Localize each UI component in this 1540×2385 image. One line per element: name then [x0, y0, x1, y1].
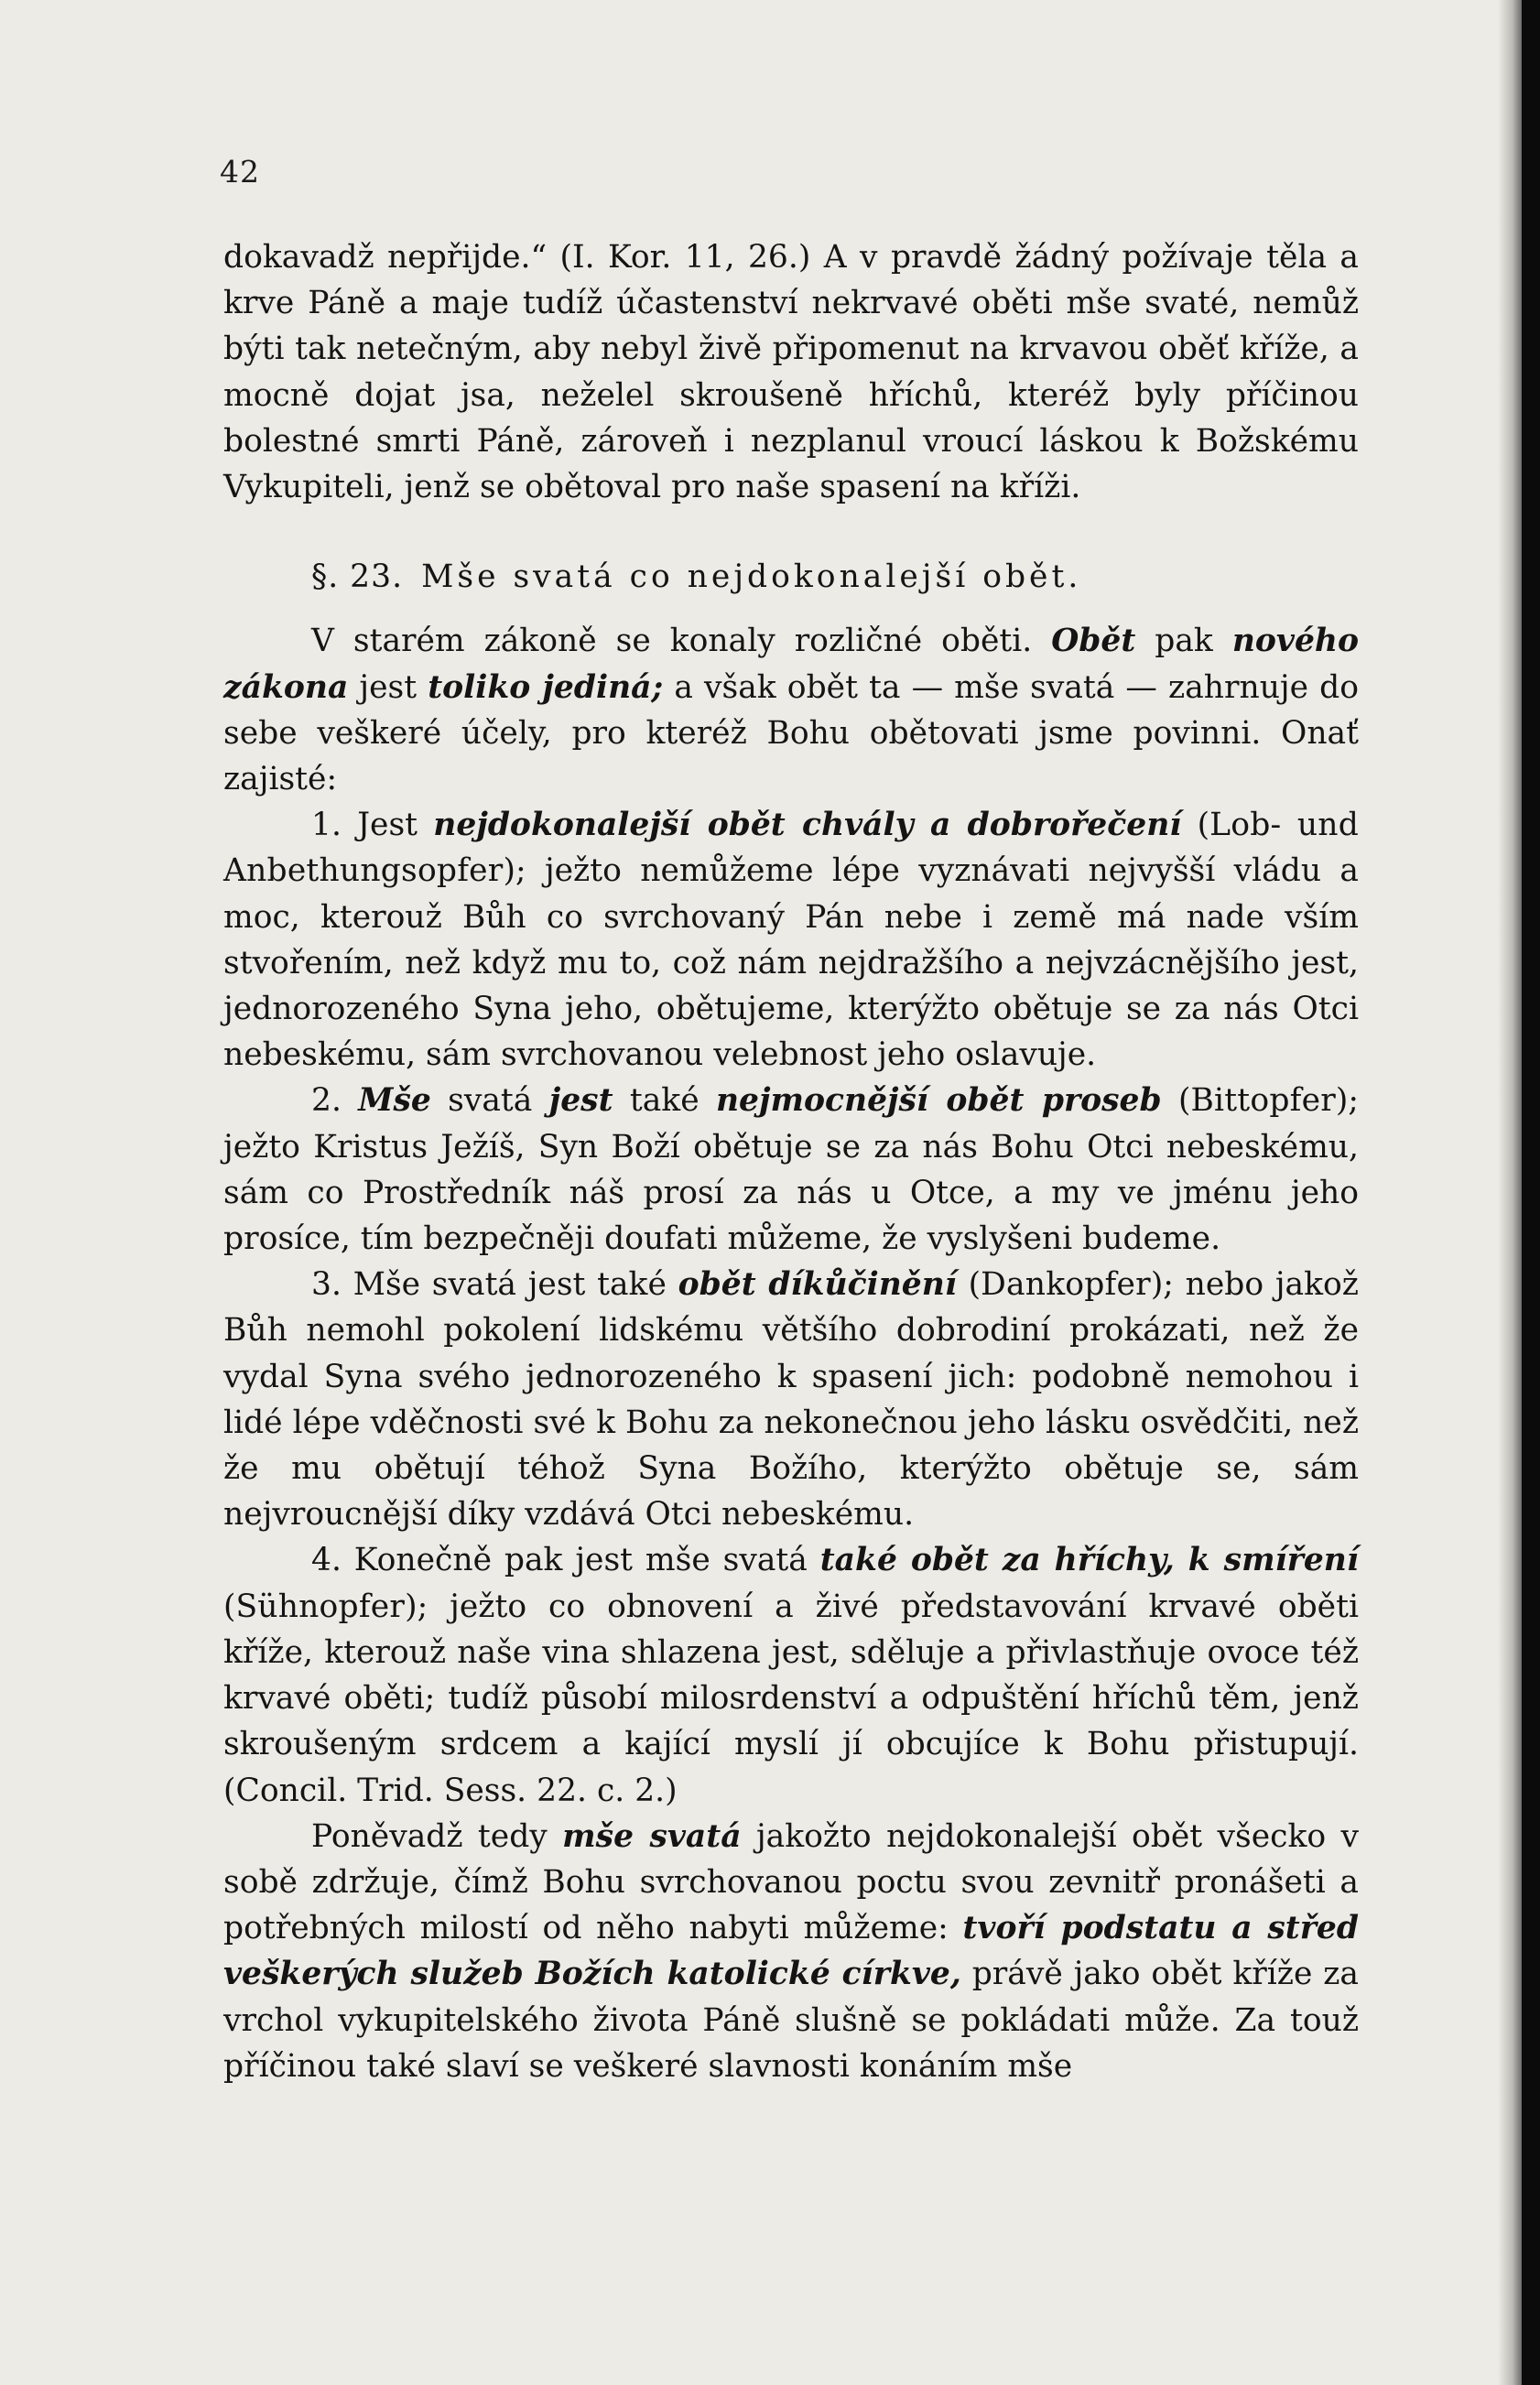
intro-emph-3: toliko jediná;	[428, 668, 664, 706]
page-edge-shadow	[1498, 0, 1522, 2385]
closing-text-3: právě jako obět kříže za vrchol vykupitelského života Páně slušně se pokládati může. Za touž příčinou také slaví se veškeré slavnosti konáním mše	[223, 1956, 1359, 2085]
item4-text-2: (	[223, 1588, 236, 1625]
closing-text-1: Poněvadž tedy	[311, 1817, 563, 1855]
item2-emph-3: nejmocnější obět proseb	[715, 1082, 1162, 1120]
item2-german-term: Bittopfer	[1190, 1082, 1336, 1120]
item1-text-1: 1. Jest	[311, 807, 434, 844]
page-number: 42	[220, 154, 260, 190]
intro-emph-1: Obět	[1051, 623, 1136, 660]
intro-text-2: pak	[1135, 623, 1232, 660]
item3-text-3: ); nebo jakož Bůh nemohl pokolení lidskému většího dobrodiní prokázati, než že vydal Syna svého jednorozeného k spasení jich: podobně nemohou i lidé lépe vděčnosti své k Bohu za nekonečnou jeho lásku osvědčiti, než že mu obětují téhož Syna Božího, kterýžto obětuje se, sám nejvroucnější díky vzdává Otci nebeskému.	[223, 1266, 1359, 1534]
section-heading	[223, 554, 1359, 600]
item2-text-5: ); ježto Kristus Ježíš, Syn Boží obětuje se za nás Bohu Otci nebeskému, sám co Prostředník náš prosí za nás u Otce, a my ve jménu jeho prosíce, tím bezpečněji doufati můžeme, že vyslyšeni budeme.	[223, 1082, 1359, 1258]
section-number: §. 23.	[311, 558, 404, 596]
item2-text-1: 2.	[311, 1082, 359, 1120]
item2-text-4: (	[1161, 1082, 1191, 1120]
item4-german-term: Sühnopfer	[235, 1588, 406, 1625]
list-item-3	[223, 1262, 1359, 1537]
item4-text-3: ); ježto co obnovení a živé představování krvavé oběti kříže, kterouž naše vina shlazena jest, sděluje a přivlastňuje ovoce též krvavé oběti; tudíž působí milosrdenství a odpuštění hříchů těm, jenž skroušeným srdcem a kající myslí jí obcujíce k Bohu přistupují. (Concil. Trid. Sess. 22. c. 2.)	[223, 1588, 1359, 1809]
list-item-4	[223, 1537, 1359, 1813]
closing-emph-2: tvoří podstatu a střed veškerých služeb Božích katolické církve,	[223, 1910, 1359, 1993]
item1-text-3: ); ježto nemůžeme lépe vyznávati nejvyšší vládu a moc, kterouž Bůh co svrchovaný Pán nebe i země má nade vším stvořením, než když mu to, což nám nejdražšího a nejvzácnějšího jest, jednorozeného Syna jeho, obětujeme, kterýžto obětuje se za nás Otci nebeskému, sám svrchovanou velebnost jeho oslavuje.	[223, 852, 1359, 1074]
item1-text-2: (	[1181, 807, 1210, 844]
item4-emph: také obět za hříchy, k smíření	[819, 1542, 1359, 1579]
item3-german-term: Dankopfer	[981, 1266, 1151, 1304]
intro-text-4: a však obět ta — mše svatá — zahrnuje do sebe veškeré účely, pro kteréž Bohu obětovati jsme povinni. Onať zajisté:	[223, 668, 1359, 798]
intro-text-3: jest	[348, 668, 428, 706]
paragraph-continuation: dokavadž nepřijde.“ (I. Kor. 11, 26.) A v pravdě žádný požívaje těla a krve Páně a maje tudíž účastenství nekrvavé oběti mše svaté, nemůž býti tak netečným, aby nebyl živě připomenut na krvavou oběť kříže, a mocně dojat jsa, neželel skroušeně hříchů, kteréž byly příčinou bolestné smrti Páně, zároveň i nezplanul vroucí láskou k Božskému Vykupiteli, jenž se obětoval pro naše spasení na kříži.	[223, 239, 1359, 506]
item1-emph: nejdokonalejší obět chvály a dobrořečení	[433, 807, 1182, 844]
item2-text-3: také	[613, 1082, 716, 1120]
item3-text-1: 3. Mše svatá jest také	[311, 1266, 678, 1304]
closing-text-2: jakožto nejdokonalejší obět všecko v sobě zdržuje, čímž Bohu svrchovanou poctu svou zevnitř pronášeti a potřebných milostí od něho nabyti můžeme:	[223, 1817, 1359, 1947]
list-item-1	[223, 802, 1359, 1078]
intro-emph-2: nového zákona	[223, 623, 1359, 706]
item4-text-1: 4. Konečně pak jest mše svatá	[311, 1542, 820, 1579]
list-item-2	[223, 1078, 1359, 1262]
section-title: Mše svatá co nejdokonalejší obět.	[421, 558, 1082, 596]
item3-emph: obět díkůčinění	[678, 1266, 957, 1304]
closing-emph-1: mše svatá	[562, 1817, 742, 1855]
item1-german-term: Lob- und Anbethungsopfer	[223, 807, 1359, 890]
item3-text-2: (	[956, 1266, 981, 1304]
intro-paragraph	[223, 618, 1359, 802]
closing-paragraph	[223, 1814, 1359, 2089]
item2-emph-2: jest	[548, 1082, 613, 1120]
body-text	[223, 234, 1359, 2089]
item2-text-2: svatá	[430, 1082, 549, 1120]
intro-text-1: V starém zákoně se konaly rozličné oběti.	[311, 623, 1052, 660]
item2-emph-1: Mše	[358, 1082, 431, 1120]
